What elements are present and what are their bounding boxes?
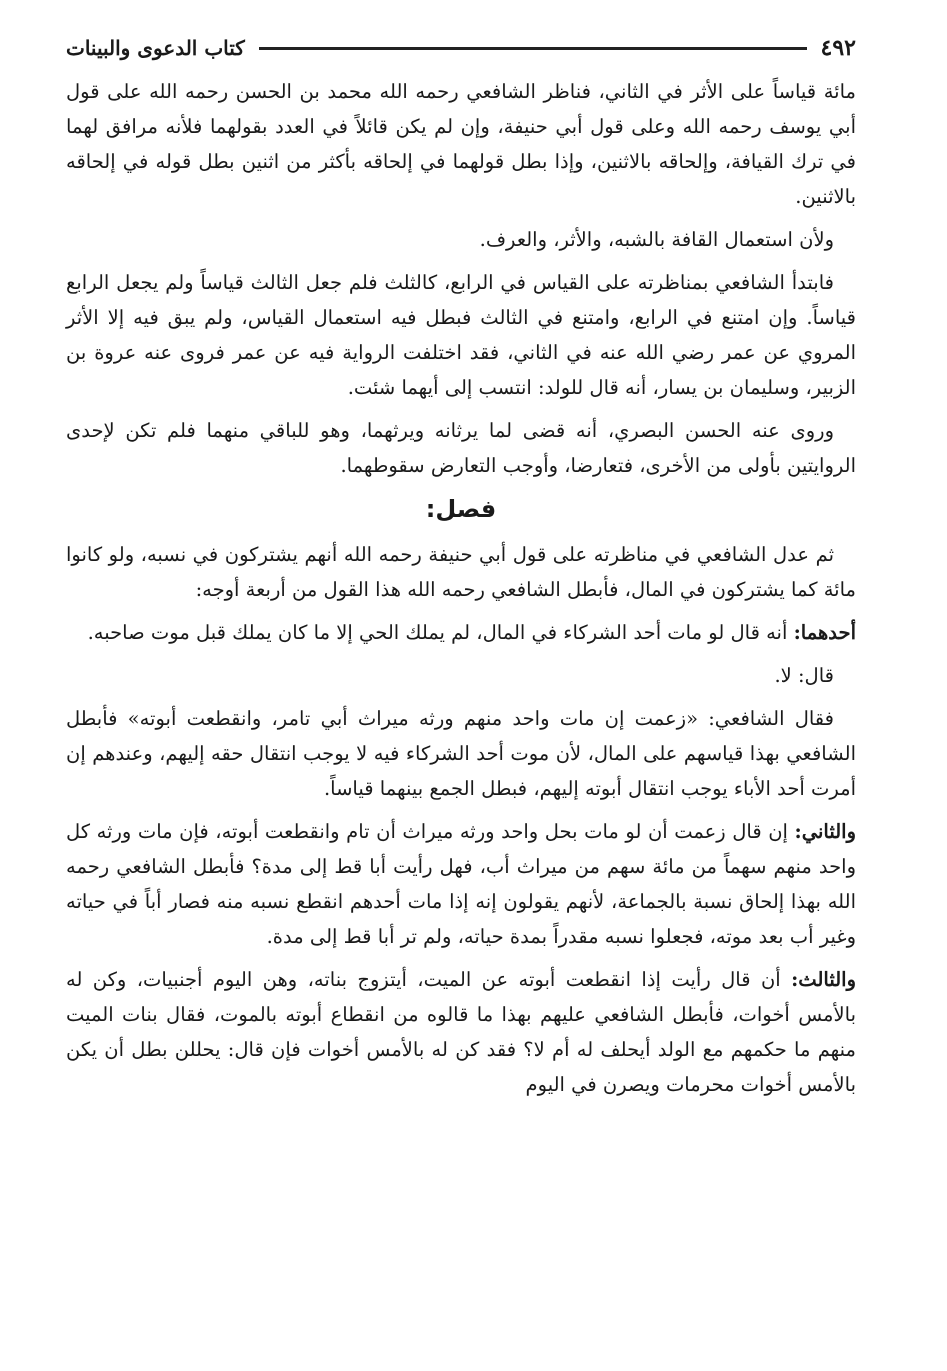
paragraph: مائة قياساً على الأثر في الثاني، فناظر الشافعي رحمه الله محمد بن الحسن رحمه الله على قول أبي يوسف رحمه الله وعلى قول أبي حنيفة، وإن لم يكن قائلاً في العدد بقولهما فلأنه مرافق لهما في ترك القيافة، وإلحاقه بالاثنين، وإذا بطل قولهما في إلحاقه بأكثر من اثنين بطل قوله في إلحاقه بالاثنين.: [66, 80, 856, 208]
header-rule: [259, 47, 807, 50]
point-text: أن قال رأيت إذا انقطعت أبوته عن الميت، أيتزوج بناته، وهن اليوم أجنبيات، وكن له بالأمس أخوات، فأبطل الشافعي عليهم بهذا ما قالوه من انقطاع أبوته بالموت، فقال بنات الميت منهم ما حكمهم مع الولد أيحلف له أم لا؟ فقد كن له بالأمس أخوات فإن قال: يحللن بطل أن يكن بالأمس أخوات محرمات ويصرن في اليوم: [66, 968, 856, 1096]
point-lead: أحدهما:: [793, 621, 856, 644]
point-lead: والثاني:: [794, 820, 856, 843]
page-header: [66, 28, 856, 68]
point-text: إن قال زعمت أن لو مات بحل واحد ورثه ميراث أن تام وانقطعت أبوته، فإن مات ورثه كل واحد منهم سهماً من مائة سهم من ميراث أب، فهل رأيت أبا قط إلى مدة؟ فأبطل الشافعي رحمه الله بهذا إلحاق نسبة بالجماعة، لأنهم يقولون إنه إذا مات أحدهم انقطع نسبه منه فصار أباً في حياته وغير أب بعد موته، فجعلوا نسبه مقدراً بمدة حياته، ولم تر أبا قط إلى مدة.: [66, 820, 856, 948]
point-text: أنه قال لو مات أحد الشركاء في المال، لم يملك الحي إلا ما كان يملك قبل موت صاحبه.: [87, 621, 794, 644]
paragraph: قال: لا.: [774, 664, 834, 687]
paragraph: فقال الشافعي: «زعمت إن مات واحد منهم ورثه ميراث أبي تامر، وانقطعت أبوته» فأبطل الشافعي بهذا قياسهم على المال، لأن موت أحد الشركاء فيه لا يوجب انتقال حقه إليهم، وعندهم إن أمرت أحد الأباء يوجب انتقال أبوته إليهم، فبطل الجمع بينهما قياساً.: [66, 707, 856, 800]
paragraph-first-point: [66, 615, 856, 650]
paragraph: ثم عدل الشافعي في مناظرته على قول أبي حنيفة رحمه الله أنهم يشتركون في نسبه، ولو كانوا مائة كما يشتركون في المال، فأبطل الشافعي رحمه الله هذا القول من أربعة أوجه:: [66, 543, 856, 601]
point-lead: والثالث:: [791, 968, 856, 991]
section-heading: فصل:: [425, 495, 497, 523]
paragraph: وروى عنه الحسن البصري، أنه قضى لما يرثانه ويرثهما، وهو للباقي منهما فلم تكن لإحدى الروايتين بأولى من الأخرى، فتعارضا، وأوجب التعارض سقوطهما.: [66, 419, 856, 477]
running-title: كتاب الدعوى والبينات: [66, 36, 245, 60]
page-number: ٤٩٢: [820, 35, 856, 61]
paragraph-third-point: [66, 962, 856, 1102]
paragraph-second-point: [66, 814, 856, 954]
book-page: [66, 28, 856, 1110]
paragraph: ولأن استعمال القافة بالشبه، والأثر، والعرف.: [479, 228, 834, 251]
paragraph: فابتدأ الشافعي بمناظرته على القياس في الرابع، كالثلث فلم جعل الثالث قياساً ولم يجعل الرابع قياساً. وإن امتنع في الرابع، وامتنع في الثالث فبطل فيه استعمال القياس، ولم يبق فيه إلا الأثر المروي عن عمر رضي الله عنه في الثاني، فقد اختلفت الرواية فيه عن عمر فروى عنه عروة بن الزبير، وسليمان بن يسار، أنه قال للولد: انتسب إلى أيهما شئت.: [66, 271, 856, 399]
